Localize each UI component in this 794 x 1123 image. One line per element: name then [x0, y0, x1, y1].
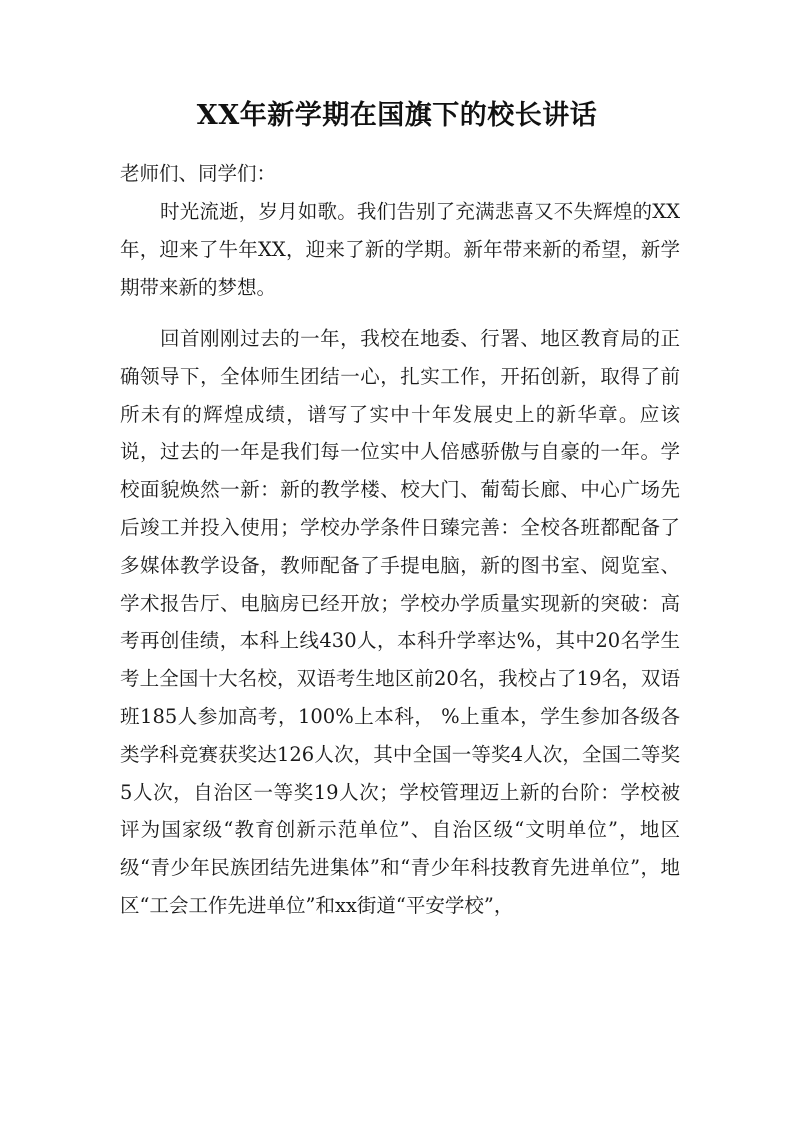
paragraph-2: 回首刚刚过去的一年，我校在地委、行署、地区教育局的正确领导下，全体师生团结一心，扎实工作，开拓创新，取得了前所未有的辉煌成绩，谱写了实中十年发展史上的新华章。应该说，过去的一年是我们每一位实中人倍感骄傲与自豪的一年。学校面貌焕然一新：新的教学楼、校大门、葡萄长廊、中心广场先后竣工并投入使用；学校办学条件日臻完善：全校各班都配备了多媒体教学设备，教师配备了手提电脑，新的图书室、阅览室、学术报告厅、电脑房已经开放；学校办学质量实现新的突破：高考再创佳绩，本科上线430人，本科升学率达%，其中20名学生考上全国十大名校，双语考生地区前20名，我校占了19名，双语班185人参加高考，100%上本科， %上重本，学生参加各级各类学科竞赛获奖达126人次，其中全国一等奖4人次，全国二等奖5人次，自治区一等奖19人次；学校管理迈上新的台阶：学校被评为国家级“教育创新示范单位”、自治区级“文明单位”，地区级“青少年民族团结先进集体”和“青少年科技教育先进单位”，地区“工会工作先进单位”和xx街道“平安学校”，	[120, 327, 680, 917]
document-title: XX年新学期在国旗下的校长讲话	[196, 100, 598, 131]
paragraph-1: 时光流逝，岁月如歌。我们告别了充满悲喜又不失辉煌的XX年，迎来了牛年XX，迎来了新的学期。新年带来新的希望，新学期带来新的梦想。	[120, 200, 680, 299]
salutation: 老师们、同学们：	[120, 162, 277, 185]
